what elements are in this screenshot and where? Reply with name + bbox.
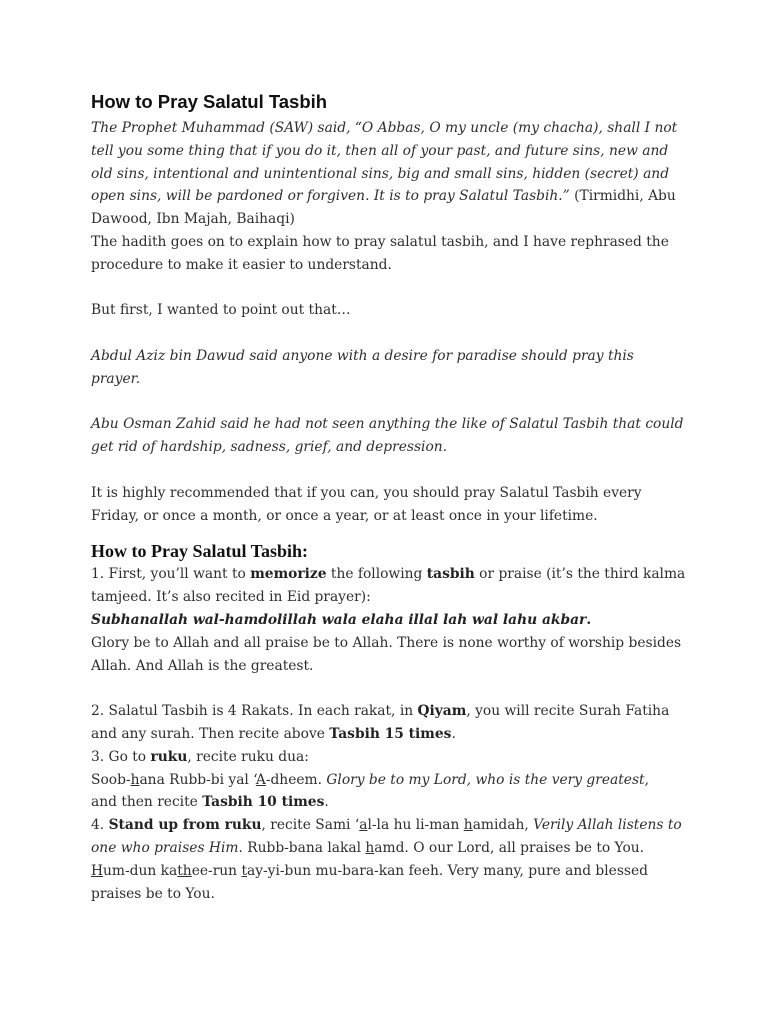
tasbih-text: Subhanallah wal-hamdolillah wala elaha illal lah wal lahu akbar. — [91, 611, 592, 628]
article-body — [91, 90, 687, 905]
hadith-source: (Tirmidhi, Abu Dawood, Ibn Majah, Baihaqi) — [91, 188, 676, 228]
step-4: 4. Stand up from ruku, recite Sami ‘al-la hu li-man hamidah, Verily Allah listens to one who praises Him. Rubb-bana lakal hamd. O our Lord, all praises be to You. Hum-dun kathee-run tay-yi-bun mu-bara-kan feeh. Very many, pure and blessed praises be to You. — [91, 817, 682, 902]
step-3-continued: and then recite Tasbih 10 times. — [91, 794, 329, 811]
aziz-quote: Abdul Aziz bin Dawud said anyone with a desire for paradise should pray this prayer. — [91, 347, 634, 387]
page-title: How to Pray Salatul Tasbih — [91, 91, 328, 112]
step-1: 1. First, you’ll want to memorize the following tasbih or praise (it’s the third kalma tamjeed. It’s also recited in Eid prayer): — [91, 566, 686, 606]
hadith-note: The hadith goes on to explain how to pray salatul tasbih, and I have rephrased the procedure to make it easier to understand. — [91, 233, 669, 273]
but-first-text: But first, I wanted to point out that… — [91, 302, 351, 319]
hadith-paragraph — [91, 117, 687, 231]
tasbih-translation: Glory be to Allah and all praise be to Allah. There is none worthy of worship besides Allah. And Allah is the greatest. — [91, 634, 682, 674]
osman-quote: Abu Osman Zahid said he had not seen anything the like of Salatul Tasbih that could get rid of hardship, sadness, grief, and depression. — [91, 416, 684, 456]
section-heading: How to Pray Salatul Tasbih: — [91, 541, 309, 562]
recommendation-text: It is highly recommended that if you can, you should pray Salatul Tasbih every Friday, or once a month, or once a year, or at least once in your lifetime. — [91, 484, 642, 524]
hadith-quote: The Prophet Muhammad (SAW) said, “O Abbas, O my uncle (my chacha), shall I not tell you some thing that if you do it, then all of your past, and future sins, new and old sins, intentional and unintentional sins, big and small sins, hidden (secret) and open sins, will be pardoned or forgiven. It is to pray Salatul Tasbih.” — [91, 120, 678, 205]
step-3: 3. Go to ruku, recite ruku dua: — [91, 748, 309, 765]
ruku-dua: Soob-hana Rubb-bi yal ‘A-dheem. Glory be to my Lord, who is the very greatest, — [91, 771, 649, 788]
step-2: 2. Salatul Tasbih is 4 Rakats. In each rakat, in Qiyam, you will recite Surah Fatiha and any surah. Then recite above Tasbih 15 times. — [91, 703, 670, 742]
